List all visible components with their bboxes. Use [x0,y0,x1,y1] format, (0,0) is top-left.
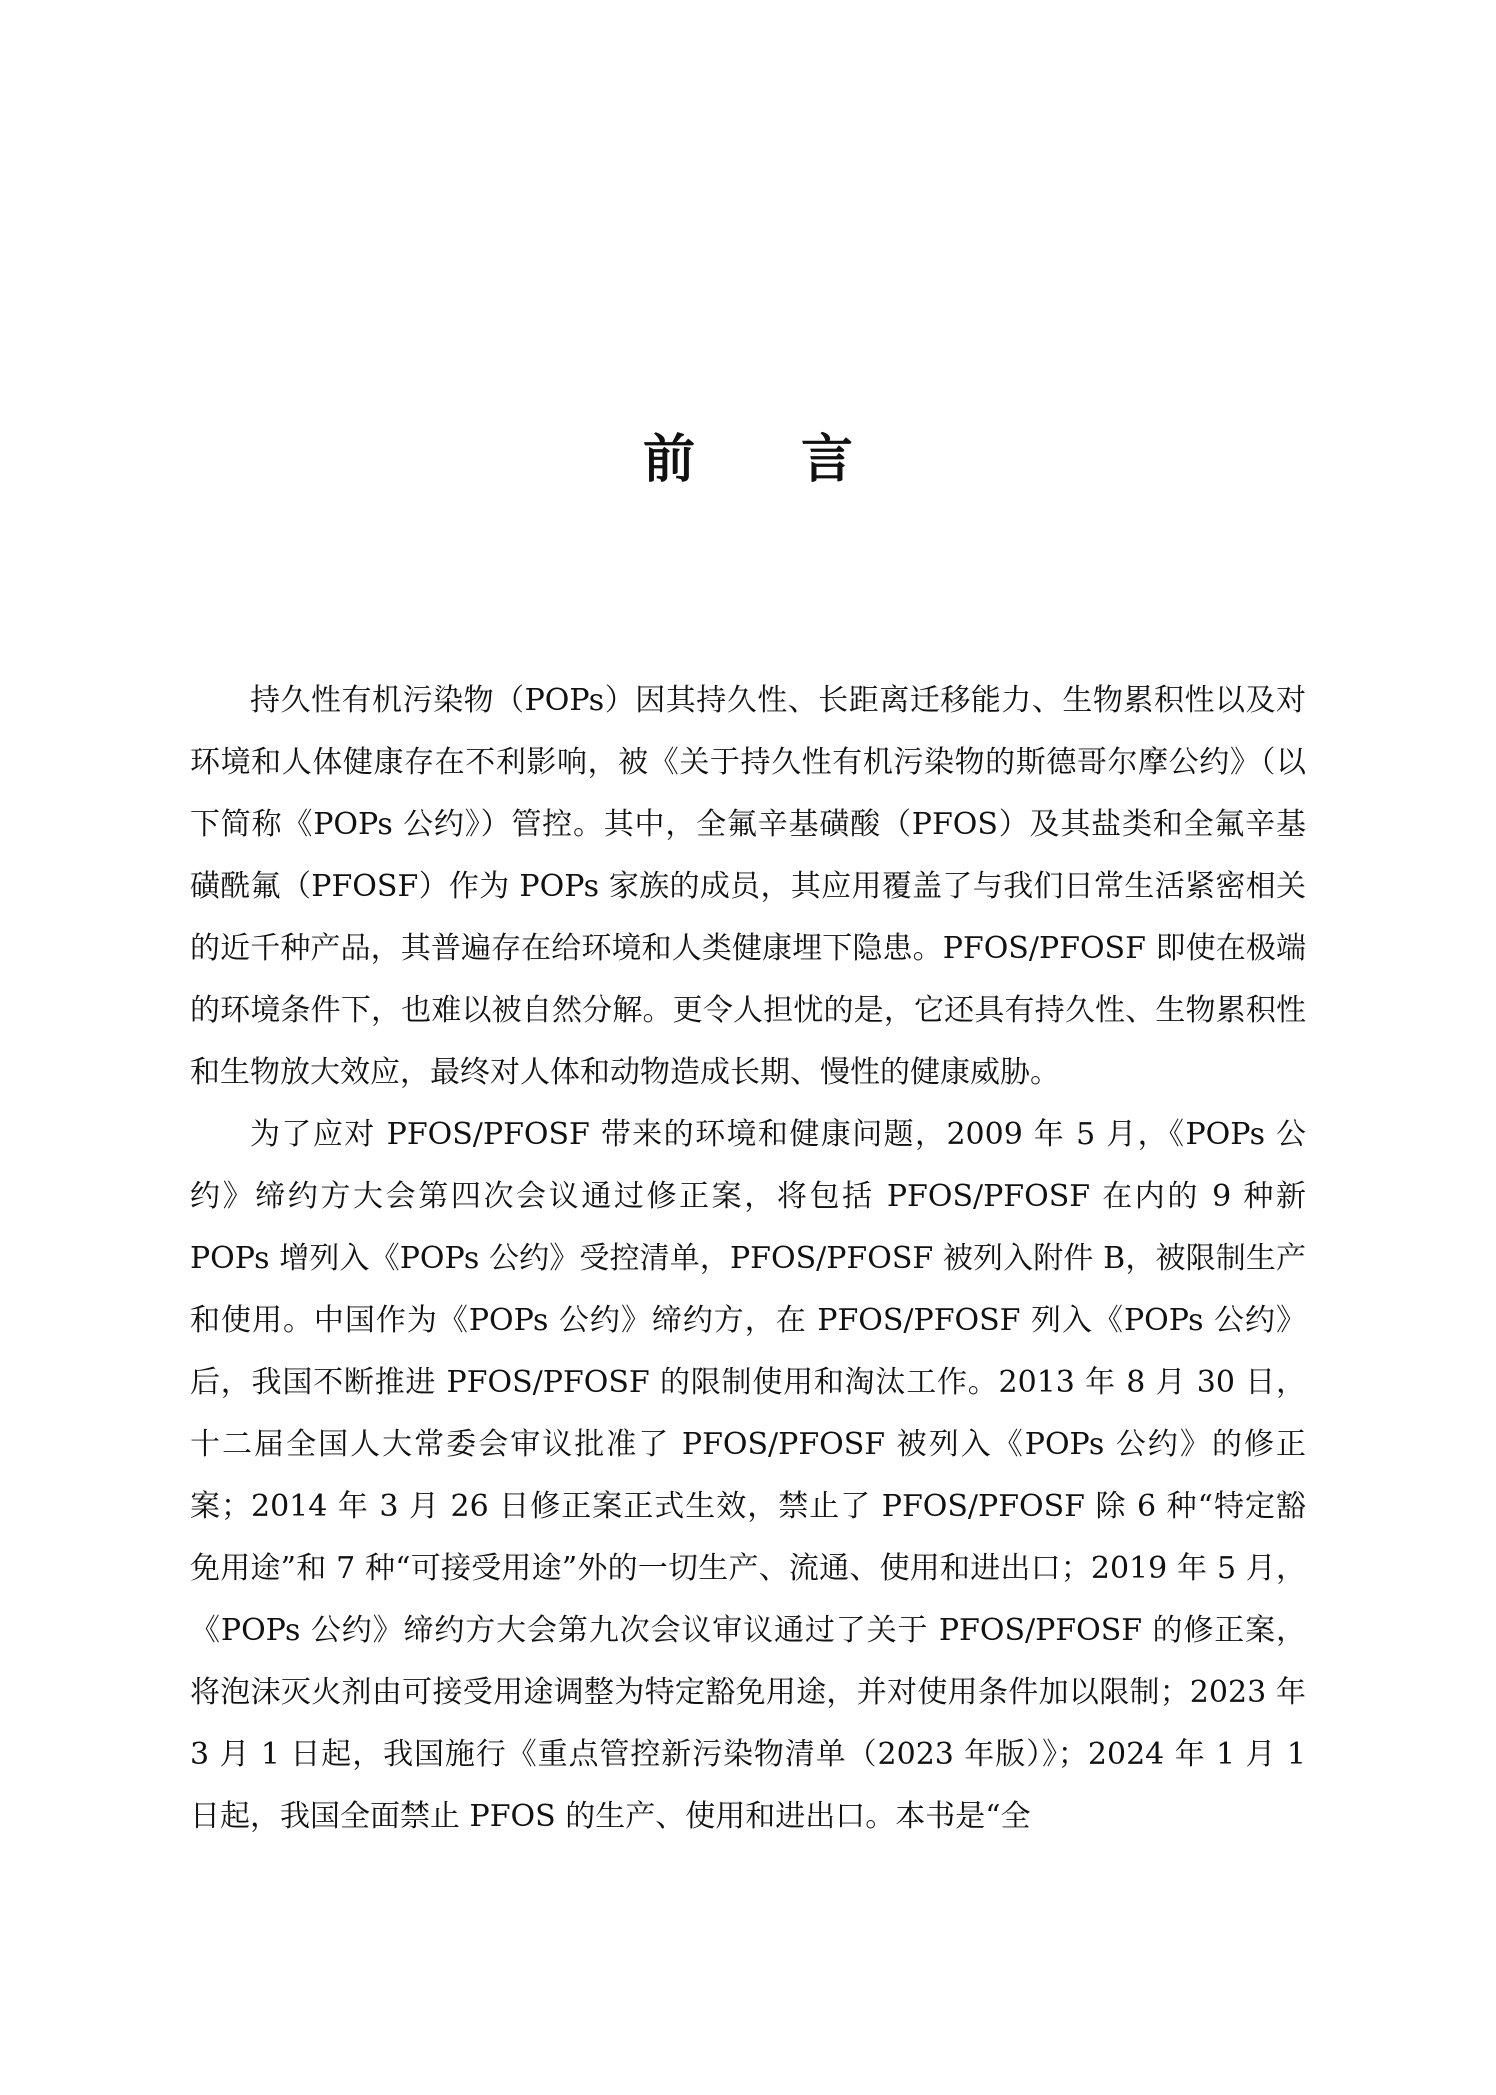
preface-body [190,670,1306,1848]
paragraph-1: 持久性有机污染物（POPs）因其持久性、长距离迁移能力、生物累积性以及对环境和人体健康存在不利影响，被《关于持久性有机污染物的斯德哥尔摩公约》（以下简称《POPs 公约》）管控。其中，全氟辛基磺酸（PFOS）及其盐类和全氟辛基磺酰氟（PFOSF）作为 POPs 家族的成员，其应用覆盖了与我们日常生活紧密相关的近千种产品，其普遍存在给环境和人类健康埋下隐患。PFOS/PFOSF 即使在极端的环境条件下，也难以被自然分解。更令人担忧的是，它还具有持久性、生物累积性和生物放大效应，最终对人体和动物造成长期、慢性的健康威胁。 [190,683,1306,1090]
page-title: 前 言 [642,429,898,490]
paragraph-2: 为了应对 PFOS/PFOSF 带来的环境和健康问题，2009 年 5 月，《POPs 公约》缔约方大会第四次会议通过修正案，将包括 PFOS/PFOSF 在内的 9 种新 POPs 增列入《POPs 公约》受控清单，PFOS/PFOSF 被列入附件 B，被限制生产和使用。中国作为《POPs 公约》缔约方，在 PFOS/PFOSF 列入《POPs 公约》后，我国不断推进 PFOS/PFOSF 的限制使用和淘汰工作。2013 年 8 月 30 日，十二届全国人大常委会审议批准了 PFOS/PFOSF 被列入《POPs 公约》的修正案；2014 年 3 月 26 日修正案正式生效，禁止了 PFOS/PFOSF 除 6 种“特定豁免用途”和 7 种“可接受用途”外的一切生产、流通、使用和进出口；2019 年 5 月，《POPs 公约》缔约方大会第九次会议审议通过了关于 PFOS/PFOSF 的修正案，将泡沫灭火剂由可接受用途调整为特定豁免用途，并对使用条件加以限制；2023 年 3 月 1 日起，我国施行《重点管控新污染物清单（2023 年版）》；2024 年 1 月 1 日起，我国全面禁止 PFOS 的生产、使用和进出口。本书是“全 [190,1117,1306,1834]
